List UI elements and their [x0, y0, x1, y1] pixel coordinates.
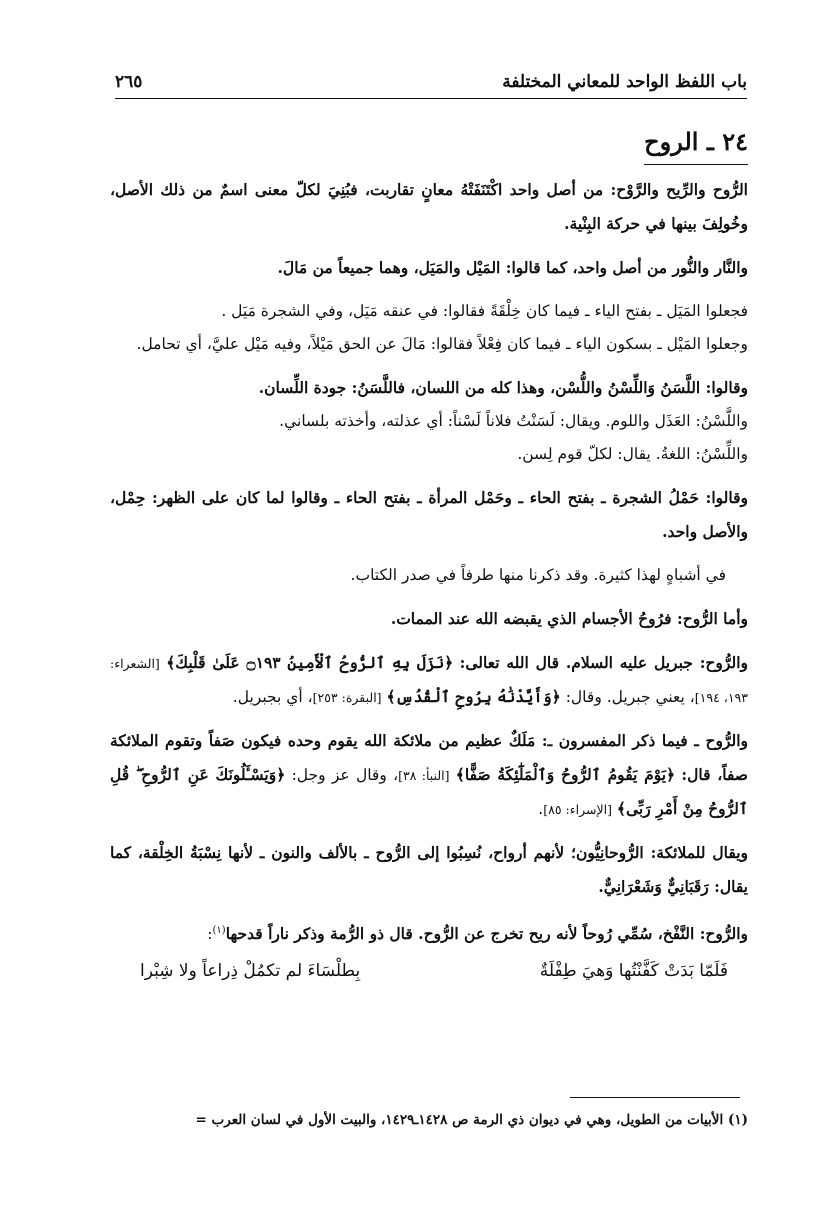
- paragraph-2: والنَّار والنُّور من أصل واحد، كما قالوا: المَيْل والمَيَل، وهما جميعاً من مَالَ.: [277, 258, 748, 277]
- paragraph-7: واللِّسْنُ: اللغةُ. يقال: لكلّ قوم لِسن.: [517, 445, 748, 463]
- main-text: [110, 118, 748, 988]
- footnote: (١) الأبيات من الطويل، وهي في ديوان ذي الرمة ص ١٤٢٨ـ١٤٢٩، والبيت الأول في لسان العرب =: [195, 1112, 748, 1128]
- quran-reference: [الشعراء: ١٩٣، ١٩٤]: [110, 656, 748, 705]
- quran-quote: ﴿يَوْمَ يَقُومُ ٱلرُّوحُ وَٱلْمَلَٰٓئِكَةُ صَفًّا﴾: [455, 765, 676, 784]
- paragraph-12-end: .: [538, 800, 544, 818]
- paragraph-4: وجعلوا المَيْل ـ بسكون الياء ـ فيما كان فِعْلاً فقالوا: مَالَ عن الحق مَيْلاً، وفيه مَيْل عليَّ، أي تحامل.: [136, 335, 748, 353]
- paragraph-8: وقالوا: حَمْلُ الشجرة ـ بفتح الحاء ـ وحَمْل المرأة ـ بفتح الحاء ـ وقالوا لما كان على الظهر: حِمْل، والأصل واحد.: [110, 488, 748, 541]
- quran-quote: ﴿وَأَيَّدْنَٰهُ بِرُوحِ ٱلْقُدُسِ﴾: [386, 687, 561, 706]
- verse-first-hemistich: فَلَمّا بَدَتْ كَفَّنْتُها وَهيَ طِفْلَةٌ: [539, 961, 728, 982]
- paragraph-11-end: ، أي بجبريل.: [232, 688, 313, 706]
- paragraph-9: في أشباهٍ لهذا كثيرة. وقد ذكرنا منها طرفاً في صدر الكتاب.: [350, 566, 726, 584]
- paragraph-1: الرُّوح والرِّيح والرَّوْح: من أصل واحد اكْتَنَفَتْهُ معانٍ تقاربت، فبُنِيَ لكلّ معنى اسمٌ من ذلك الأصل، وخُولِفَ بينها في حركة البِنْية.: [110, 180, 748, 233]
- paragraph-11-lead: والرُّوح: جبريل عليه السلام. قال الله تعالى:: [459, 653, 748, 672]
- header-divider: [115, 98, 747, 99]
- paragraph-12-mid: ، وقال عز وجل:: [291, 766, 399, 784]
- running-title: باب اللفظ الواحد للمعاني المختلفة: [502, 72, 747, 92]
- section-title: ٢٤ ـ الروح: [644, 122, 748, 165]
- paragraph-14-text: والرُّوح: النَّفْخ، سُمِّي رُوحاً لأنه ريح تخرج عن الرُّوح. قال ذو الرُّمة وذكر ناراً قدحها: [225, 924, 748, 944]
- quran-reference: [الإسراء: ٨٥]: [543, 802, 612, 817]
- paragraph-14: والرُّوح: النَّفْخ، سُمِّي رُوحاً لأنه ريح تخرج عن الرُّوح. قال ذو الرُّمة وذكر ناراً قدحها$^{(١)}$:: [207, 924, 748, 944]
- paragraph-12-lead: والرُّوح ـ فيما ذكر المفسرون ـ: مَلَكٌ عظيم من ملائكة الله يقوم وحده فيكون صَفاً وتقوم الملائكة صفاً، قال:: [110, 731, 748, 784]
- poetry-verse: [110, 955, 748, 988]
- page-header: [115, 58, 747, 92]
- paragraph-6: واللَّسْنُ: العَذَل واللوم. ويقال: لَسَنْتُ فلاناً لَسْناً: أي عذلته، وأخذته بلساني.: [279, 412, 748, 430]
- footnote-marker[interactable]: (١): [212, 925, 226, 936]
- footnote-divider: [570, 1097, 740, 1098]
- paragraph-11: [110, 646, 748, 714]
- paragraph-10: وأما الرُّوح: فرُوحُ الأجسام الذي يقبضه الله عند الممات.: [390, 609, 748, 628]
- paragraph-13: ويقال للملائكة: الرُّوحانِيُّون؛ لأنهم أرواح، نُسِبُوا إلى الرُّوح ـ بالألف والنون ـ لأنها نِسْبَةُ الخِلْقة، كما يقال: رَقَبَانِيٌّ وَشَعْرَانِيٌّ.: [110, 843, 748, 896]
- paragraph-5: وقالوا: اللَّسَنُ وَاللِّسْنُ واللُّسْن، وهذا كله من اللسان، فاللَّسَنُ: جودة اللِّسان.: [258, 378, 748, 397]
- verse-second-hemistich: بِطلْسَاءَ لم تكمُلْ ذِراعاً ولا شِبْرا: [140, 961, 361, 982]
- paragraph-3: فجعلوا المَيَل ـ بفتح الياء ـ فيما كان خِلْقَةً فقالوا: في عنقه مَيَل، وفي الشجرة مَيَل .: [221, 302, 748, 320]
- page-number: ٢٦٥: [115, 72, 143, 92]
- paragraph-11-mid: ، يعني جبريل. وقال:: [565, 688, 695, 706]
- paragraph-12: [110, 724, 748, 826]
- quran-quote: ﴿وَيَسْـَٔلُونَكَ عَنِ ٱلرُّوحِ ۖ قُلِ ٱلرُّوحُ مِنْ أَمْرِ رَبِّى﴾: [110, 765, 748, 818]
- quran-reference: [النبأ: ٣٨]: [398, 768, 450, 783]
- quran-reference: [البقرة: ٢٥٣]: [312, 690, 382, 705]
- quran-quote: ﴿نَزَلَ بِهِ ٱلرُّوحُ ٱلْأَمِينُ ۝١٩٣ عَلَىٰ قَلْبِكَ﴾: [166, 653, 454, 672]
